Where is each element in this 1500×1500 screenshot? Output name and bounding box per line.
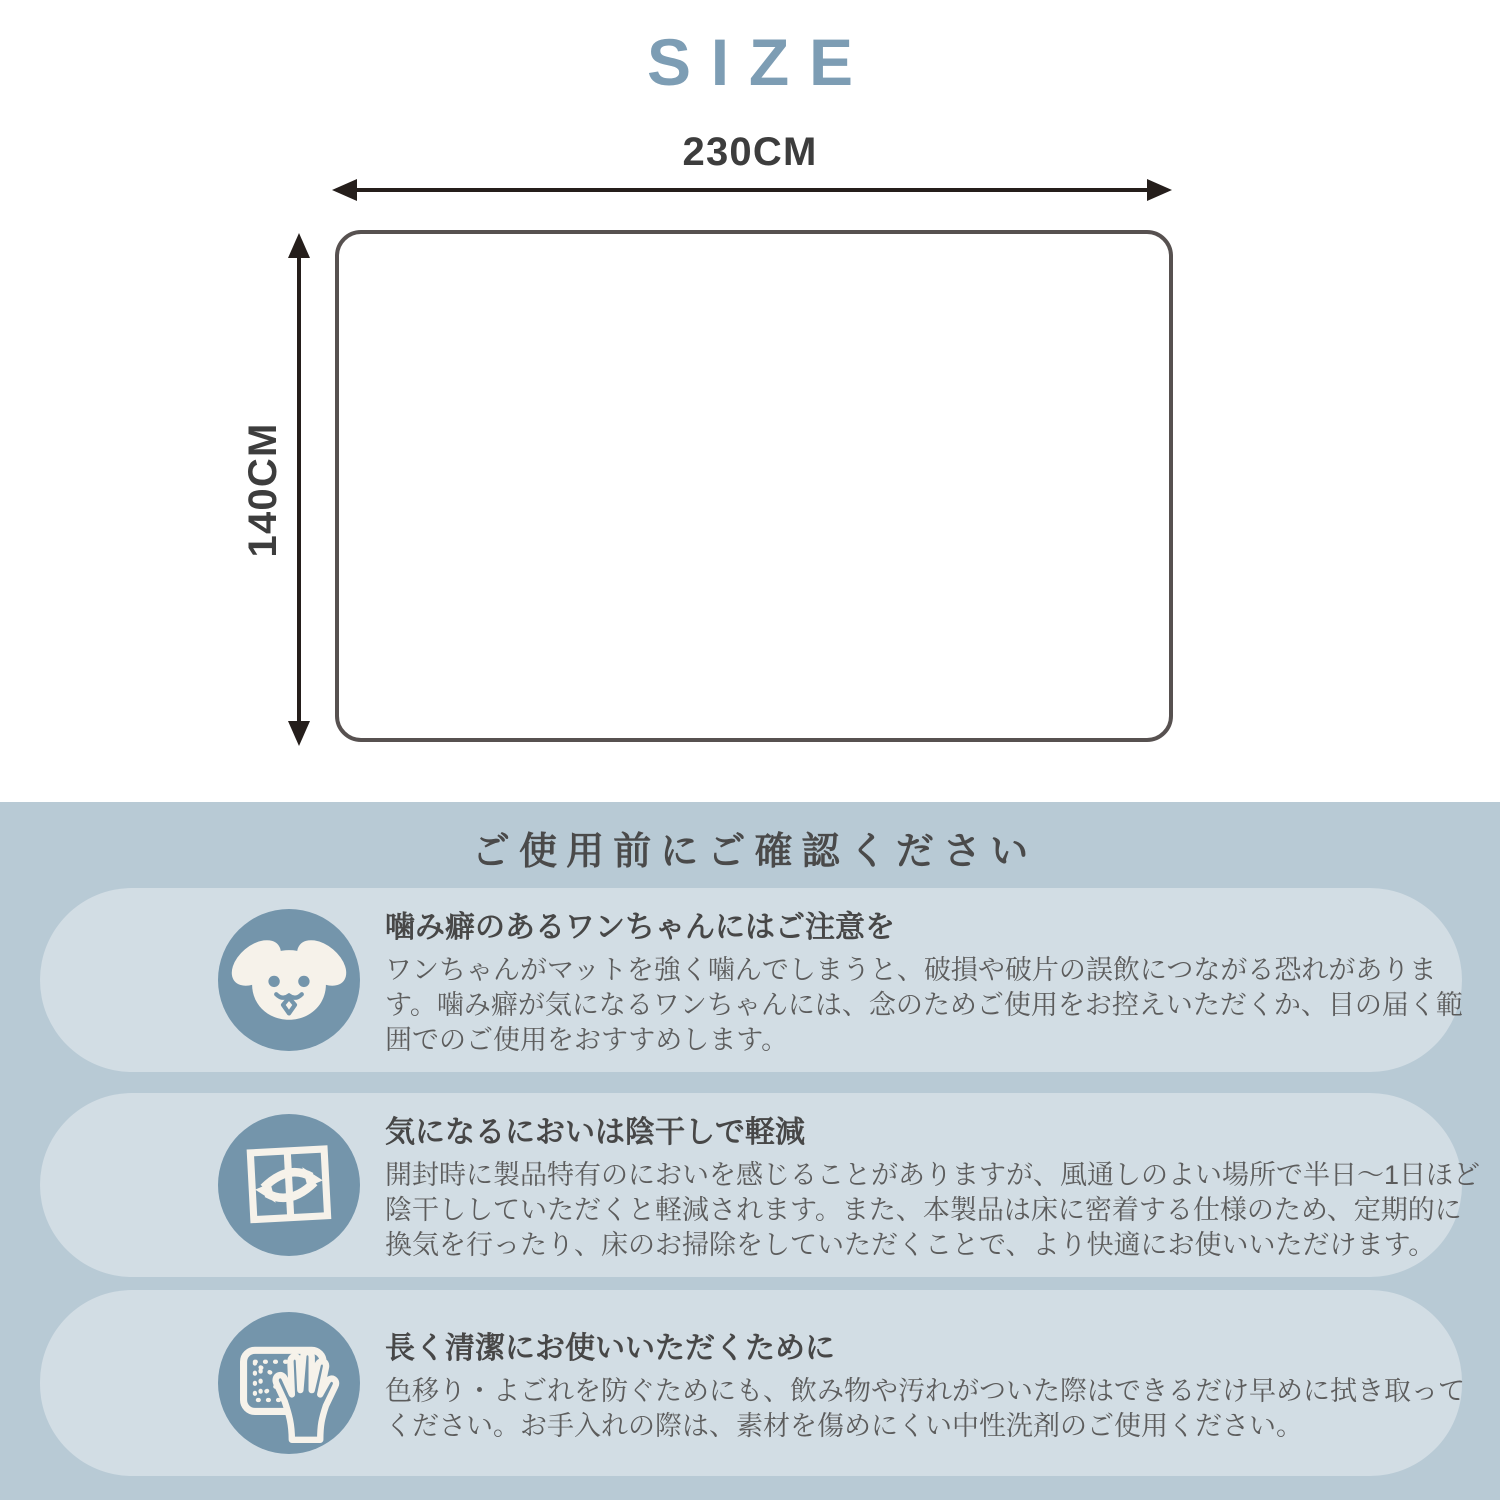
notice-card-airing <box>40 1093 1481 1277</box>
card-body: 開封時に製品特有のにおいを感じることがありますが、風通しのよい場所で半日〜1日ほど陰干ししていただくと軽減されます。また、本製品は床に密着する仕様のため、定期的に換気を行ったり、床のお掃除をしていただくことで、より快適にお使いいただけます。 <box>385 1160 1481 1260</box>
arrow-bottom-head <box>288 721 310 746</box>
card-heading: 噛み癖のあるワンちゃんにはご注意を <box>385 911 895 944</box>
height-dimension-label: 140CM <box>241 422 285 558</box>
vertical-dimension-arrow <box>288 233 310 746</box>
width-dimension-label: 230CM <box>682 130 818 174</box>
notice-card-chewing <box>40 888 1462 1072</box>
arrow-line <box>348 188 1156 192</box>
arrow-right-head <box>1147 179 1172 201</box>
size-section-title: SIZE <box>646 25 873 99</box>
wipe-clean-hand-icon <box>218 1312 360 1454</box>
card-heading: 長く清潔にお使いいただくために <box>385 1331 835 1365</box>
window-ventilation-icon <box>218 1114 360 1256</box>
arrow-line <box>297 249 301 730</box>
notice-section-title: ご使用前にご確認ください <box>471 831 1038 873</box>
card-text-block <box>385 1290 1480 1476</box>
card-heading: 気になるにおいは陰干しで軽減 <box>385 1116 805 1149</box>
card-text-block <box>385 888 1480 1072</box>
notice-card-cleaning <box>40 1290 1465 1476</box>
card-body: ワンちゃんがマットを強く噛んでしまうと、破損や破片の誤飲につながる恐れがあります。噛み癖が気になるワンちゃんには、念のためご使用をお控えいただくか、目の届く範囲でのご使用をおすすめします。 <box>385 955 1463 1055</box>
mat-outline-rectangle <box>335 230 1173 742</box>
dog-face-icon <box>218 909 360 1051</box>
horizontal-dimension-arrow <box>332 179 1172 201</box>
card-body: 色移り・よごれを防ぐためにも、飲み物や汚れがついた際はできるだけ早めに拭き取ってください。お手入れの際は、素材を傷めにくい中性洗剤のご使用ください。 <box>385 1375 1465 1441</box>
notice-section <box>0 802 1500 1500</box>
card-text-block <box>385 1093 1480 1277</box>
